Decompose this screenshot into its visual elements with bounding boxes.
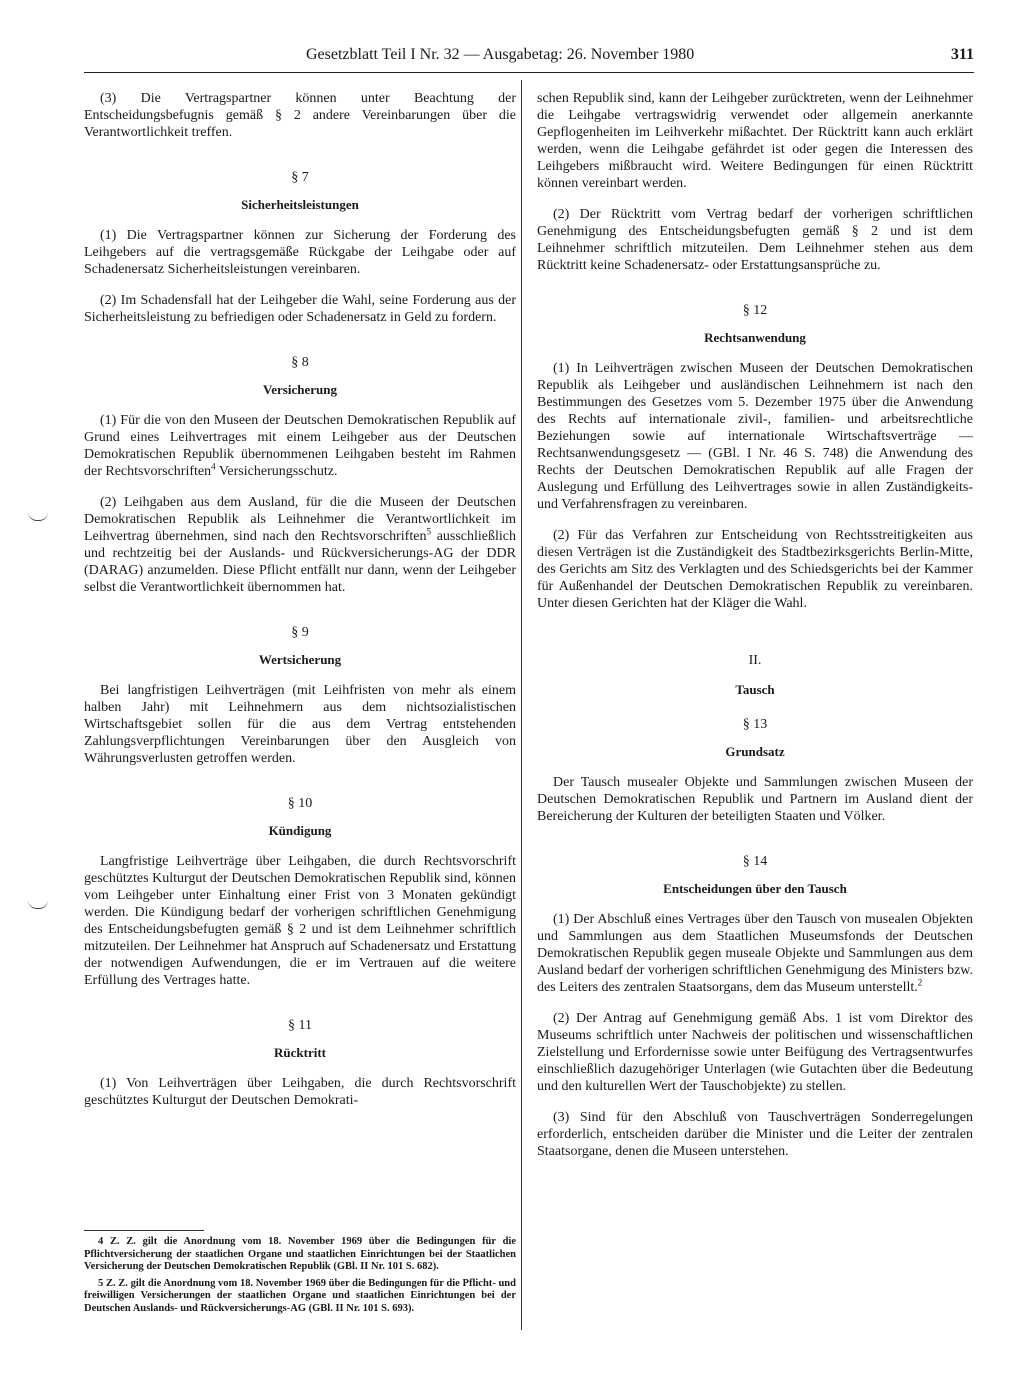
section-number: § 12 [742, 303, 768, 318]
section-heading: Rechtsanwendung [704, 330, 806, 345]
paragraph: (2) Für das Verfahren zur Entscheidung von Rechtsstreitigkeiten aus diesen Verträgen ist die Zuständigkeit des Stadtbezirksgerichts Berlin-Mitte, des Gerichts am Sitz des Verklagten und des Schiedsgerichts bei der Kammer für Außenhandel der Deutschen Demokratischen Republik zu vereinbaren. Unter diesen Gerichten hat der Kläger die Wahl. [537, 528, 973, 611]
paragraph: (1) Von Leihverträgen über Leihgaben, die durch Rechtsvorschrift geschütztes Kulturgut der Deutschen Demokrati- [84, 1076, 516, 1108]
left-column [84, 90, 516, 1123]
section-heading: Sicherheitsleistungen [241, 197, 359, 212]
part-heading: Tausch [735, 682, 775, 697]
footnote: 5 Z. Z. gilt die Anordnung vom 18. November 1969 über die Bedingungen für die Pflicht- und freiwilligen Versicherungen der staatlichen Organe und staatlichen Einrichtungen bei der Deutschen Auslands- und Rückversicherungs-AG (GBl. II Nr. 101 S. 693). [84, 1277, 516, 1314]
paragraph: Der Tausch musealer Objekte und Sammlungen zwischen Museen der Deutschen Demokratischen Republik und Partnern im Ausland dient der Bereicherung der Kulturen der beteiligten Staaten und Völker. [537, 775, 973, 824]
margin-mark [28, 900, 48, 909]
paragraph [84, 494, 516, 596]
paragraph [537, 911, 973, 996]
section-heading: Rücktritt [274, 1045, 326, 1060]
text: Versicherungsschutz. [215, 464, 338, 479]
footnote: 4 Z. Z. gilt die Anordnung vom 18. November 1969 über die Bedingungen für die Pflichtversicherung der staatlichen Organe und staatlichen Einrichtungen bei der Staatlichen Versicherung der Deutschen Demokratischen Republik (GBl. II Nr. 101 S. 682). [84, 1236, 516, 1272]
footnotes [84, 1236, 516, 1319]
paragraph: schen Republik sind, kann der Leihgeber zurücktreten, wenn der Leihnehmer die Leihgabe vertragswidrig verwendet oder allgemein anerkannte Gepflogenheiten im Leihverkehr mißachtet. Der Rücktritt kann auch erklärt werden, wenn die Leihgabe gefährdet ist oder gegen die Interessen des Leihgebers mißbraucht wird. Weitere Bedingungen für einen Rücktritt können vereinbart werden. [537, 91, 973, 191]
section-number: § 13 [742, 717, 768, 732]
page-header [86, 46, 974, 70]
paragraph: (3) Sind für den Abschluß von Tauschverträgen Sonderregelungen erforderlich, entscheiden darüber die Minister und die Leiter der zentralen Staatsorgane, denen die Museen unterstehen. [537, 1110, 973, 1159]
section-number: § 11 [288, 1018, 312, 1033]
column-divider [521, 80, 522, 1330]
paragraph: (2) Der Rücktritt vom Vertrag bedarf der vorherigen schriftlichen Genehmigung des Entscheidungsbefugten gemäß § 2 und ist dem Leihnehmer schriftlich mitzuteilen. Dem Leihnehmer stehen aus dem Rücktritt keine Schadenersatz- oder Erstattungsansprüche zu. [537, 207, 973, 273]
margin-mark [28, 512, 48, 521]
footnote-rule [84, 1230, 204, 1231]
section-heading: Grundsatz [725, 744, 785, 759]
section-number: § 14 [742, 854, 768, 869]
section-number: § 9 [291, 625, 309, 640]
header-title: Gesetzblatt Teil I Nr. 32 — Ausgabetag: 26. November 1980 [306, 46, 695, 63]
text: ausschließlich und rechtzeitig bei der Auslands- und Rückversicherungs-AG der DDR (DARAG) anzumelden. Diese Pflicht entfällt nur dann, wenn der Leihgeber selbst die Verantwortlichkeit übernommen hat. [84, 529, 517, 595]
section-number: § 8 [291, 355, 309, 370]
text: (1) Für die von den Museen der Deutschen Demokratischen Republik auf Grund eines Leihvertrages mit einem Leihgeber aus der Deutschen Demokratischen Republik übernommenen Leihgaben besteht im Rahmen der Rechtsvorschriften [84, 413, 516, 479]
text: (1) Der Abschluß eines Vertrages über den Tausch von musealen Objekten und Sammlungen aus dem Staatlichen Museumsfonds der Deutschen Demokratischen Republik gegen museale Objekte und Sammlungen aus dem Ausland bedarf der vorherigen schriftlichen Genehmigung des Ministers bzw. des Leiters des zentralen Staatsorgans, dem das Museum unterstellt. [537, 912, 973, 995]
paragraph: Langfristige Leihverträge über Leihgaben, die durch Rechtsvorschrift geschütztes Kulturgut der Deutschen Demokratischen Republik sind, können vom Leihgeber unter Einhaltung einer Frist von 3 Monaten gekündigt werden. Die Kündigung bedarf der vorherigen schriftlichen Genehmigung des Entscheidungsbefugten gemäß § 2 und ist dem Leihnehmer schriftlich mitzuteilen. Der Leihnehmer hat Anspruch auf Schadenersatz und Erstattung der notwendigen Aufwendungen, die er im Vertrauen auf die weitere Erfüllung des Vertrages hatte. [84, 854, 516, 988]
paragraph: Bei langfristigen Leihverträgen (mit Leihfristen von mehr als einem halben Jahr) mit Leihnehmern aus dem nichtsozialistischen Wirtschaftsgebiet sollen für die aus dem Vertrag entstehenden Zahlungsverpflichtungen Vereinbarungen über den Ausgleich von Währungsverlusten getroffen werden. [84, 683, 516, 766]
paragraph [84, 412, 516, 480]
section-heading: Wertsicherung [258, 652, 342, 667]
paragraph: (2) Im Schadensfall hat der Leihgeber die Wahl, seine Forderung aus der Sicherheitsleistung zu befriedigen oder Schadenersatz in Geld zu fordern. [84, 293, 516, 325]
paragraph: (1) In Leihverträgen zwischen Museen der Deutschen Demokratischen Republik als Leihgeber und ausländischen Leihnehmern ist nach den Bestimmungen des Gesetzes vom 5. Dezember 1975 über die Anwendung des Rechts auf internationale zivil-, familien- und arbeitsrechtliche Beziehungen sowie auf internationale Wirtschaftsverträge — Rechtsanwendungsgesetz — (GBl. I Nr. 46 S. 748) die Anwendung des Rechts der Deutschen Demokratischen Republik auf alle Fragen der Auslegung und Erfüllung des Leihvertrages sowie in allen Zuständigkeits- und Verfahrensfragen zu vereinbaren. [537, 361, 973, 512]
footnote-ref: 2 [917, 977, 923, 988]
section-number: § 10 [287, 796, 313, 811]
right-column [537, 90, 973, 1174]
footnote-ref: 4 [211, 461, 216, 472]
paragraph: (3) Die Vertragspartner können unter Beachtung der Entscheidungsbefugnis gemäß § 2 andere Vereinbarungen über die Verantwortlichkeit treffen. [84, 91, 516, 140]
section-number: § 7 [291, 170, 309, 185]
section-heading: Entscheidungen über den Tausch [663, 881, 847, 896]
header-rule [84, 72, 974, 73]
part-number: II. [748, 653, 762, 668]
paragraph: (2) Der Antrag auf Genehmigung gemäß Abs. 1 ist vom Direktor des Museums schriftlich unter Nachweis der politischen und wissenschaftlichen Zielstellung und Erfordernisse sowie unter Beifügung des Vertragsentwurfes einschließlich dazugehöriger Unterlagen (wie Gutachten über die Bedeutung und den kulturellen Wert der Tauschobjekte) zu stellen. [537, 1011, 973, 1094]
page-number: 311 [950, 46, 974, 63]
section-heading: Kündigung [268, 823, 332, 838]
footnote-ref: 5 [426, 526, 431, 537]
section-heading: Versicherung [263, 382, 337, 397]
paragraph: (1) Die Vertragspartner können zur Sicherung der Forderung des Leihgebers auf die vertragsgemäße Rückgabe der Leihgabe oder auf Schadenersatz Sicherheitsleistungen vereinbaren. [84, 228, 516, 277]
text: (2) Leihgaben aus dem Ausland, für die die Museen der Deutschen Demokratischen Republik als Leihnehmer die Verantwortlichkeit im Leihvertrag übernehmen, sind nach den Rechtsvorschriften [84, 495, 516, 544]
